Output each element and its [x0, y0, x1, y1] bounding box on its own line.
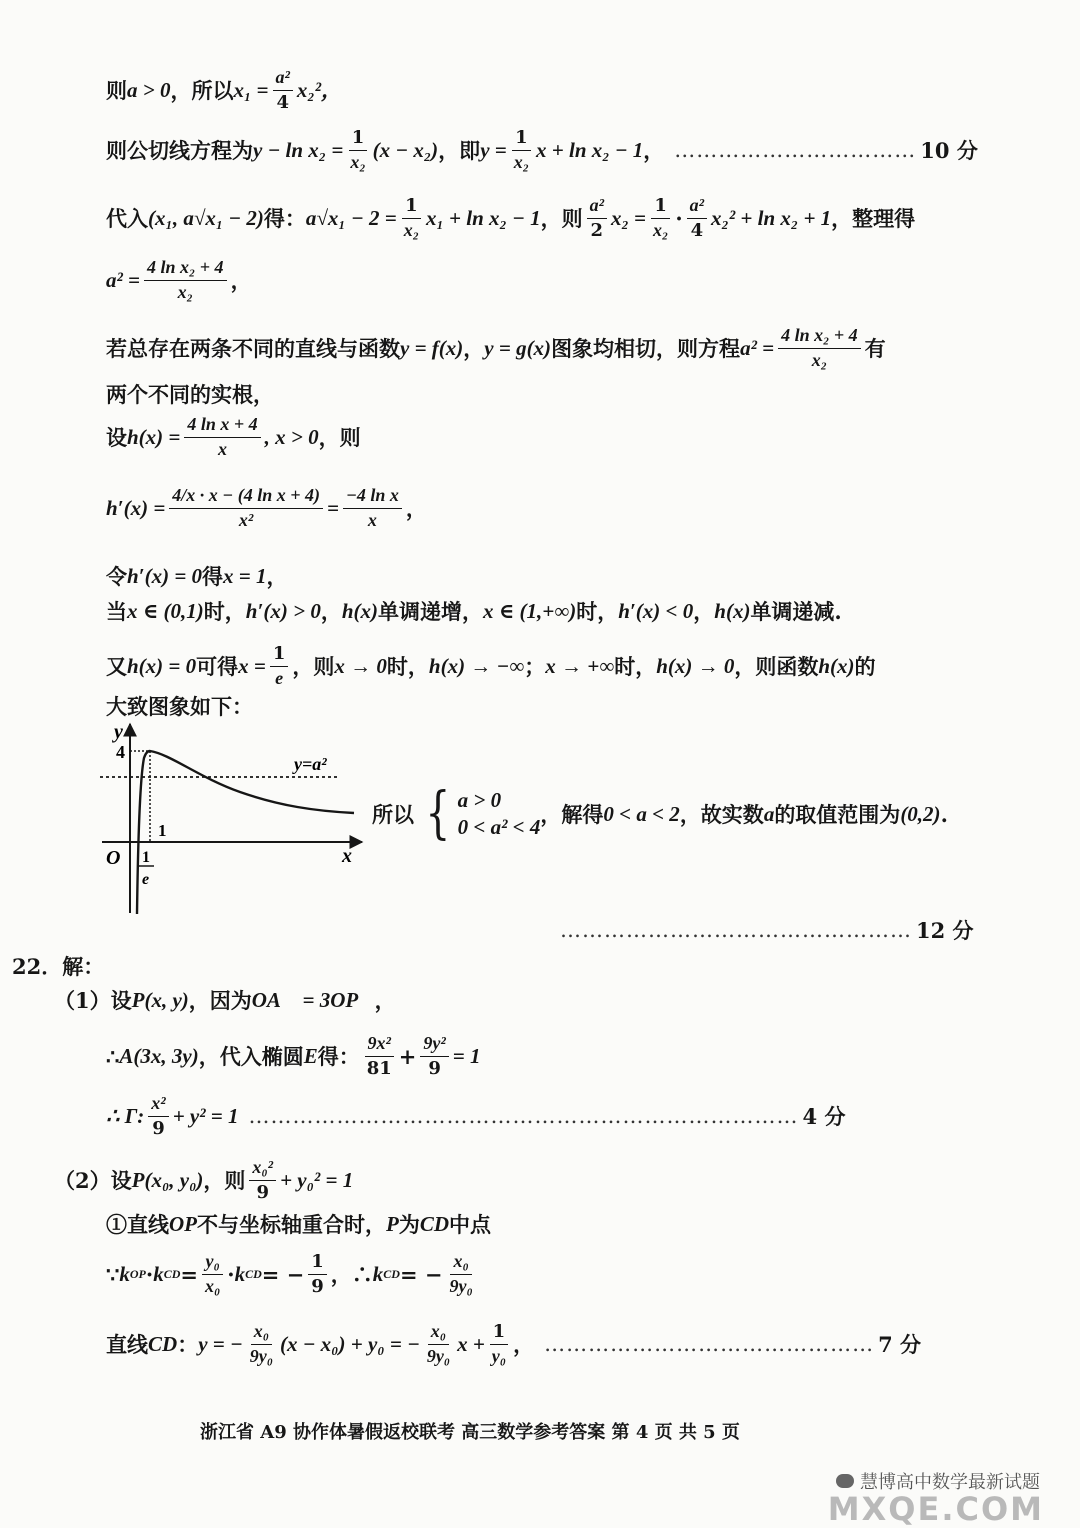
text: ，所以 — [170, 77, 234, 103]
line-10 — [106, 601, 842, 622]
text: ， — [230, 267, 252, 293]
case-2: 0 < a² < 4 — [457, 815, 541, 839]
denominator: x₂ — [653, 219, 669, 240]
wechat-icon — [836, 1474, 854, 1488]
fraction — [184, 415, 260, 460]
numerator: x₀² — [249, 1158, 276, 1181]
fraction — [687, 196, 707, 241]
fraction — [347, 128, 368, 173]
leader-dots: ……………………………………… — [544, 1331, 875, 1356]
line-3 — [106, 196, 915, 241]
math: E — [303, 1043, 318, 1068]
math: x ∈ (1,+∞) — [483, 599, 577, 623]
line-9 — [106, 566, 288, 587]
text: ，代入椭圆 — [198, 1043, 304, 1069]
math: x₁ + ln x₂ − 1 — [425, 205, 541, 230]
text: 直线 — [106, 1331, 148, 1357]
text: 则 — [106, 77, 127, 103]
question-22-label — [12, 956, 104, 977]
part-2-line-3 — [106, 1252, 480, 1297]
text: 则公切线方程为 — [106, 137, 253, 163]
math: a√x₁ − 2 = — [305, 205, 397, 230]
numerator: 4 ln x + 4 — [184, 415, 260, 438]
part-2-line-2 — [106, 1214, 491, 1235]
part-1-line-3 — [106, 1094, 845, 1139]
text: ； — [524, 653, 546, 679]
text: 单调递增， — [378, 599, 483, 624]
math: h′(x) = — [106, 495, 166, 520]
numerator: 1 — [512, 128, 531, 151]
denominator: x₂ — [350, 151, 366, 172]
denominator: x₂ — [177, 281, 193, 302]
numerator: a² — [687, 196, 707, 219]
math: x₂² + ln x₂ + 1 — [711, 205, 832, 230]
line-14 — [550, 920, 974, 941]
math: x → +∞ — [545, 653, 615, 678]
text: 得： — [317, 1043, 360, 1069]
text: ： — [177, 1331, 199, 1357]
math: h(x) → −∞ — [428, 653, 525, 678]
text: 时， — [386, 653, 429, 679]
text: ，∴ — [330, 1261, 373, 1287]
fraction — [424, 1322, 453, 1367]
denominator: 81 — [366, 1057, 392, 1079]
math: h′(x) > 0 — [245, 599, 321, 623]
line-13 — [372, 781, 948, 846]
denominator: 9 — [428, 1057, 441, 1079]
numerator: a² — [587, 196, 607, 219]
denominator: y₀ — [491, 1345, 507, 1366]
leader-dots: ………………………………………………………………… — [248, 1103, 799, 1128]
text: ，则函数 — [734, 653, 819, 679]
math: x₂ = — [610, 205, 647, 230]
text: 大致图象如下： — [106, 694, 253, 719]
text: . — [940, 801, 948, 827]
math: x = 1 — [223, 564, 267, 588]
fraction — [587, 196, 607, 241]
numerator: −4 ln x — [343, 486, 402, 509]
denominator: e — [275, 667, 284, 688]
numerator: 4/x · x − (4 ln x + 4) — [169, 486, 323, 509]
math: (x − x₀) + y₀ = − — [279, 1331, 420, 1356]
line-5 — [106, 326, 886, 371]
math: x + — [457, 1331, 485, 1356]
numerator: 4 ln x₂ + 4 — [778, 326, 861, 349]
curve-h — [137, 751, 354, 914]
text: + — [398, 1043, 417, 1069]
math: x₂²， — [296, 77, 343, 102]
text: = − — [399, 1261, 443, 1287]
text: ，则 — [318, 424, 361, 450]
math: CD — [148, 1331, 178, 1356]
math: a² = — [106, 267, 141, 292]
denominator: x₂ — [513, 151, 530, 172]
math: h(x) = 0 — [127, 653, 197, 678]
numerator: a² — [273, 68, 293, 91]
subscript: CD — [245, 1267, 262, 1282]
math: OA⃗ = 3OP⃗ — [251, 988, 375, 1012]
denominator: x₀ — [204, 1275, 221, 1296]
math: y = g(x) — [484, 335, 552, 360]
part-1-line-1 — [54, 990, 396, 1011]
numerator: 1 — [651, 196, 670, 219]
math: y = f(x) — [400, 335, 464, 360]
fraction — [401, 196, 422, 241]
denominator: x₂ — [811, 349, 827, 370]
math: k — [234, 1261, 246, 1286]
page-footer: 浙江省 A9 协作体暑假返校联考 高三数学参考答案 第 4 页 共 5 页 — [200, 1422, 740, 1443]
fraction — [148, 1094, 168, 1139]
math: CD — [419, 1212, 450, 1236]
math: P(x, y) — [131, 988, 189, 1012]
math: h(x) — [818, 653, 855, 678]
text: 22．解： — [12, 954, 105, 979]
math: (x₁, a√x₁ − 2) — [148, 205, 264, 230]
fraction — [489, 1322, 509, 1367]
math: h(x) — [341, 599, 378, 623]
text: 所以 — [372, 801, 414, 827]
text: ∴ — [106, 1043, 120, 1069]
line-2 — [106, 128, 978, 173]
text: 时， — [576, 599, 619, 624]
denominator: 9y₀ — [426, 1345, 451, 1366]
denominator: x — [367, 509, 377, 530]
frac-numerator: 1 — [142, 849, 150, 866]
math: P — [386, 1212, 399, 1236]
line-4 — [106, 258, 252, 303]
numerator: 1 — [270, 644, 289, 667]
text: ， — [463, 335, 485, 361]
text: 有 — [864, 335, 886, 361]
line-12 — [106, 696, 253, 717]
text: ，因为 — [188, 988, 252, 1013]
text: （2）设 — [54, 1167, 132, 1193]
part-1-line-2 — [106, 1034, 481, 1079]
math: OP — [169, 1212, 197, 1236]
text: = — [180, 1261, 198, 1287]
math: = 1 — [452, 1043, 481, 1068]
text: ①直线 — [106, 1212, 169, 1237]
fraction — [364, 1034, 395, 1079]
text: ，解得 — [540, 801, 604, 827]
part-2-line-1 — [54, 1158, 353, 1203]
fraction — [446, 1252, 475, 1297]
text: 得 — [202, 564, 224, 589]
text: · — [145, 1261, 154, 1287]
x-axis-label: x — [342, 845, 352, 867]
math: (0,2) — [900, 801, 941, 826]
score-label: 10 分 — [920, 137, 978, 163]
math: a > 0 — [127, 77, 171, 102]
denominator: 2 — [590, 219, 604, 241]
line-8 — [106, 486, 427, 531]
numerator: 1 — [490, 1322, 509, 1345]
score-label: 4 分 — [802, 1103, 846, 1129]
text: = − — [261, 1261, 305, 1287]
text: ，即 — [438, 137, 481, 163]
text: ， — [513, 1331, 535, 1357]
part-2-line-4 — [106, 1322, 921, 1367]
denominator: 9 — [311, 1275, 324, 1297]
math: 0 < a < 2 — [603, 801, 680, 826]
tick-1: 1 — [158, 821, 167, 840]
score-label: 7 分 — [878, 1331, 921, 1357]
math: a² = — [740, 335, 775, 360]
fraction — [420, 1034, 448, 1079]
text: 可得 — [196, 653, 239, 679]
math: A(3x, 3y) — [119, 1043, 199, 1068]
fraction — [249, 1158, 276, 1203]
watermark-site: MXQE.COM — [827, 1490, 1044, 1528]
math: h(x) → 0 — [656, 653, 735, 678]
y-axis-label: y — [114, 721, 123, 743]
math: x = — [238, 653, 266, 678]
denominator: 9 — [152, 1117, 165, 1139]
text: 时， — [203, 599, 246, 624]
math: h′(x) < 0 — [618, 599, 694, 623]
score-label: 12 分 — [916, 918, 974, 943]
math: k — [153, 1261, 164, 1286]
ya2-label: y=a² — [294, 754, 327, 774]
function-graph — [100, 718, 370, 918]
math: + y² = 1 — [172, 1103, 239, 1128]
numerator: 4 ln x₂ + 4 — [144, 258, 227, 281]
text: ，则 — [203, 1167, 246, 1193]
origin-label: O — [106, 847, 121, 869]
text: ， — [643, 137, 665, 163]
math: h(x) = — [127, 424, 181, 449]
numerator: 1 — [349, 128, 368, 151]
text: 设 — [106, 424, 127, 450]
text: ∵ — [106, 1261, 120, 1287]
text: （1）设 — [54, 988, 132, 1013]
numerator: 9x² — [365, 1034, 394, 1057]
denominator: x — [218, 438, 228, 459]
denominator: 9y₀ — [249, 1345, 273, 1366]
math: , x > 0 — [264, 424, 319, 449]
frac-denominator: e — [142, 871, 150, 888]
denominator: 9 — [256, 1181, 269, 1203]
math: (x − x₂) — [372, 137, 439, 162]
fraction — [144, 258, 227, 303]
leader-dots: …………………………… — [674, 137, 917, 162]
math: x + ln x₂ − 1 — [536, 137, 644, 162]
math: y = — [480, 137, 507, 162]
text: 又 — [106, 653, 127, 679]
numerator: x₀ — [428, 1322, 449, 1345]
denominator: x² — [238, 509, 254, 530]
numerator: 1 — [402, 196, 421, 219]
fraction — [511, 128, 532, 173]
fraction — [247, 1322, 276, 1367]
text: 得： — [263, 205, 306, 231]
text: 代入 — [106, 205, 148, 231]
subscript: OP — [129, 1267, 146, 1282]
math: y = − — [198, 1331, 243, 1356]
denominator: 4 — [276, 91, 289, 113]
math: k — [119, 1261, 130, 1286]
fraction — [778, 326, 861, 371]
brace-glyph: { — [425, 781, 451, 846]
fraction — [308, 1252, 327, 1297]
text: 令 — [106, 564, 127, 589]
subscript: CD — [163, 1267, 181, 1282]
text: · — [675, 205, 683, 231]
math: P(x₀, y₀) — [131, 1167, 204, 1192]
text: ， — [374, 988, 396, 1013]
text: ， — [693, 599, 715, 624]
numerator: 9y² — [420, 1034, 448, 1057]
math: = — [326, 495, 339, 520]
text: 的 — [854, 653, 876, 679]
math: ∴ Γ: — [106, 1103, 145, 1128]
numerator: x₀ — [450, 1252, 471, 1275]
text: 中点 — [449, 1212, 492, 1237]
math: x → 0 — [334, 653, 387, 678]
cases — [458, 790, 541, 838]
text: 当 — [106, 599, 127, 624]
text: 若总存在两条不同的直线与函数 — [106, 335, 400, 361]
text: 不与坐标轴重合时， — [197, 1212, 386, 1237]
text: ， — [405, 495, 427, 521]
case-brace — [420, 781, 541, 846]
text: ， — [266, 564, 288, 589]
math: h′(x) = 0 — [127, 564, 203, 588]
watermark-text: 慧博高中数学最新试题 — [860, 1472, 1040, 1493]
fraction — [650, 196, 671, 241]
math: h(x) — [714, 599, 751, 623]
math: a — [763, 801, 775, 826]
line-1 — [106, 68, 342, 113]
case-1: a > 0 — [457, 788, 502, 812]
text: 为 — [398, 1212, 420, 1237]
math: k — [372, 1261, 384, 1286]
line-7 — [106, 415, 361, 460]
fraction — [270, 644, 289, 689]
math: x ∈ (0,1) — [127, 599, 204, 623]
numerator: 1 — [308, 1252, 327, 1275]
text: 两个不同的实根， — [106, 382, 274, 407]
tick-4: 4 — [116, 742, 125, 762]
text: 时， — [614, 653, 657, 679]
fraction — [169, 486, 323, 531]
text: ，则 — [540, 205, 583, 231]
line-11 — [106, 644, 876, 689]
text: ，故实数 — [679, 801, 764, 827]
numerator: x₀ — [251, 1322, 272, 1345]
fraction — [273, 68, 293, 113]
text: 的取值范围为 — [774, 801, 901, 827]
line-6 — [106, 384, 274, 405]
subscript: CD — [383, 1267, 400, 1282]
math: + y₀² = 1 — [280, 1167, 354, 1192]
text: 图象均相切，则方程 — [551, 335, 741, 361]
denominator: x₂ — [403, 219, 419, 240]
fraction — [343, 486, 402, 531]
numerator: x² — [148, 1094, 168, 1117]
numerator: y₀ — [202, 1252, 222, 1275]
denominator: 9y₀ — [449, 1275, 473, 1296]
fraction — [202, 1252, 223, 1297]
text: ，整理得 — [831, 205, 916, 231]
text: ，则 — [292, 653, 335, 679]
math: x₁ = — [233, 77, 269, 102]
math: y − ln x₂ = — [253, 137, 344, 162]
denominator: 4 — [690, 219, 704, 241]
text: 单调递减. — [750, 599, 842, 624]
leader-dots: ………………………………………… — [560, 918, 912, 942]
text: · — [227, 1261, 235, 1287]
text: ， — [320, 599, 342, 624]
